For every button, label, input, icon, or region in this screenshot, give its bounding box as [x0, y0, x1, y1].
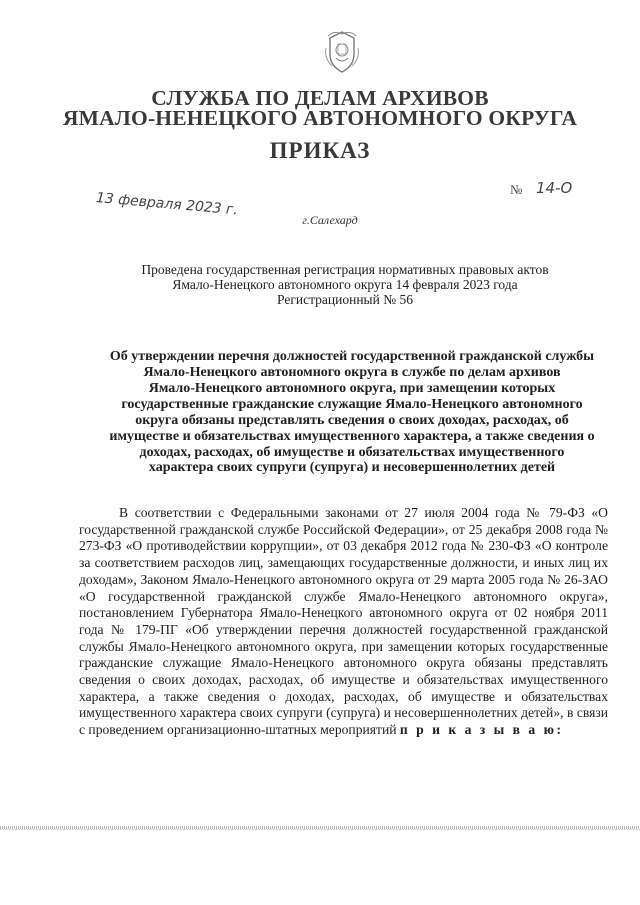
- title-line: доходах, расходах, об имуществе и обязательствах имущественного: [139, 445, 565, 460]
- order-word: п р и к а з ы в а ю:: [399, 722, 564, 738]
- title-line: имуществе и обязательствах имущественного характера, а также сведения о: [109, 429, 595, 444]
- registration-line: Регистрационный № 56: [277, 292, 413, 307]
- document-type: ПРИКАЗ: [269, 138, 371, 163]
- org-name-line1: СЛУЖБА ПО ДЕЛАМ АРХИВОВ: [151, 86, 489, 110]
- handwritten-date: 13 февраля 2023 г.: [95, 190, 239, 219]
- org-name-line2: ЯМАЛО-НЕНЕЦКОГО АВТОНОМНОГО ОКРУГА: [62, 106, 578, 130]
- registration-line: Проведена государственная регистрация нормативных правовых актов: [141, 262, 549, 277]
- scan-edge-line: [0, 829, 640, 830]
- title-line: округа обязаны представлять сведения о своих доходах, расходах, об: [135, 413, 569, 428]
- place: г.Салехард: [302, 213, 358, 227]
- body-paragraph: [79, 505, 608, 739]
- registration-line: Ямало-Ненецкого автономного округа 14 февраля 2023 года: [172, 277, 518, 292]
- title-line: характера своих супруги (супруга) и несовершеннолетних детей: [148, 460, 556, 475]
- title-line: Ямало-Ненецкого автономного округа в службе по делам архивов: [143, 365, 561, 380]
- title-line: государственные гражданские служащие Ямало-Ненецкого автономного: [121, 397, 583, 412]
- number-label: №: [510, 182, 523, 197]
- title-line: Ямало-Ненецкого автономного округа, при замещении которых: [148, 381, 556, 396]
- coat-of-arms-emblem: [322, 28, 362, 76]
- handwritten-number: 14-О: [536, 179, 573, 197]
- body-text: В соответствии с Федеральными законами от 27 июля 2004 года № 79-ФЗ «О государственной гражданской службе Российской Федерации», от 25 декабря 2008 года № 273-ФЗ «О противодействии коррупции», от 03 декабря 2012 года № 230-ФЗ «О контроле за соответствием расходов лиц, замещающих государственные должности, и иных лиц их доходам», Законом Ямало-Ненецкого автономного округа от 29 марта 2005 года № 26-ЗАО «О государственной гражданской службе Ямало-Ненецкого автономного округа», постановлением Губернатора Ямало-Ненецкого автономного округа от 02 ноября 2011 года № 179-ПГ «Об утверждении перечня должностей государственной гражданской службы Ямало-Ненецкого автономного округа, при замещении которых государственные гражданские служащие Ямало-Ненецкого автономного округа обязаны представлять сведения о своих доходах, расходах, об имуществе и обязательствах имущественного характера, а также сведения о доходах, расходах, об имуществе и обязательствах имущественного характера своих супруги (супруга) и несовершеннолетних детей», в связи с проведением организационно-штатных мероприятий: [79, 505, 608, 738]
- title-line: Об утверждении перечня должностей государственной гражданской службы: [109, 349, 595, 364]
